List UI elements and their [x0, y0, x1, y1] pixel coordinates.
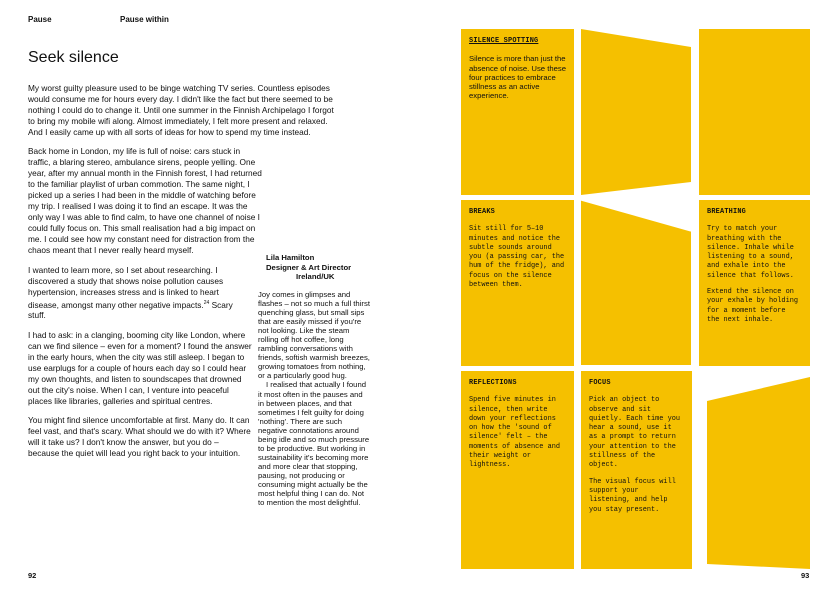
paragraph-1: My worst guilty pleasure used to be binge watching TV series. Countless episodes would consume me for hours every day. I didn't like the fact but there seemed to be nothing I could do to change it. Until one summer in the Finnish Archipelago I forgot to bring my mobile wifi along. Almost immediately, I felt more present and relaxed. And I easily came up with all sorts of ideas for how to spend my time instead. — [28, 83, 334, 137]
card-breaks — [461, 200, 574, 366]
paragraph-2: Back home in London, my life is full of noise: cars stuck in traffic, a blaring stereo, ambulance sirens, people yelling. One year, after my annual month in the Finnish forest, I had returned to the familiar playlist of urban commotion. The same night, I picked up a series I had been in the middle of watching before my trip. I realised I was doing it to find an escape. It was the only way I was able to find calm, to have one channel of noise I could fully focus on. This small realisation had a big impact on me. I could see how my constant need for distraction from the chaos meant that I never really heard myself. — [28, 146, 262, 256]
page-number-left: 92 — [28, 571, 37, 580]
page-title: Seek silence — [28, 49, 119, 66]
quote-name: Lila Hamilton — [266, 253, 315, 262]
quote-para-2: I realised that actually I found it most often in the pauses and in between places, and that sometimes I felt guilty for doing 'nothing'. There are such negative connotations around being idle and so much pressure to be productive. But working in sustainability it's becoming more and more clear that stopping, pausing, not producing or consuming might actually be the most helpful thing I can do. Not to mention the most delightful. — [258, 380, 370, 508]
slanted-panel-bottom — [707, 377, 810, 569]
section-header: Pause — [28, 15, 52, 24]
card-title-reflections: REFLECTIONS — [469, 379, 517, 387]
card-body-breaks: Sit still for 5–10 minutes and notice the subtle sounds around you (a passing car, the hum of the fridge), and focus on the silence between them. — [469, 225, 565, 290]
paragraph-4: I had to ask: in a clanging, booming city like London, where can we find silence – even for a moment? I found the answer in the early hours, when the city was still asleep. I began to use earplugs for a couple of hours each day so I could hear my own thoughts, and listen to soundscapes that drowned out the city's noise. When I can, I venture into peaceful places like libraries, galleries and spiritual centres. — [28, 329, 252, 406]
card-title-focus: FOCUS — [589, 379, 611, 387]
paragraph-5: You might find silence uncomfortable at first. Many do. It can feel vast, and that's scary. What should we do with it? Where will it take us? I don't know the answer, but you do – because the quiet will lead you right back to your intuition. — [28, 415, 251, 459]
quote-role: Designer & Art Director — [266, 262, 352, 272]
card-body-silence-spotting: Silence is more than just the absence of noise. Use these four practices to embrace stillness as an active experience. — [469, 54, 567, 101]
card-body-breathing-1: Try to match your breathing with the silence. Inhale while listening to a sound, and exhale into the silence that follows. — [707, 225, 794, 280]
panel-top-right — [699, 29, 810, 195]
card-title-silence-spotting: SILENCE SPOTTING — [469, 37, 539, 45]
card-body-reflections: Spend five minutes in silence, then write down your reflections on how the 'sound of silence' felt – the moments of absence and their weight or lightness. — [469, 396, 560, 470]
subsection-header: Pause within — [120, 15, 169, 24]
card-title-breaks: BREAKS — [469, 208, 496, 216]
paragraph-3-text: I wanted to learn more, so I set about researching. I discovered a study that shows noise pollution causes hypertension, increases stress and is linked to heart disease, amongst many other negative impacts. — [28, 264, 224, 310]
card-title-breathing: BREATHING — [707, 208, 747, 216]
card-body-focus-1: Pick an object to observe and sit quietly. Each time you hear a sound, use it as a prompt to return your attention to the stillness of the object. — [589, 396, 680, 470]
page-number-right: 93 — [801, 571, 810, 580]
quote-para-1: Joy comes in glimpses and flashes – not so much a full thirst quenching glass, but small sips that are easily missed if you're not looking. Like the steam rolling off hot coffee, long rambling conversations with friends, softish warmish breezes, growing tomatoes from nothing, or a particularly good hug. — [258, 290, 370, 381]
card-reflections — [461, 371, 574, 569]
card-breathing — [699, 200, 810, 366]
slanted-panel-top — [581, 29, 691, 195]
card-body-breathing-2: Extend the silence on your exhale by holding for a moment before the next inhale. — [707, 288, 798, 324]
paragraph-3-after: Scary stuff. — [28, 299, 233, 321]
card-focus — [581, 371, 692, 569]
quote-location: Ireland/UK — [296, 272, 335, 282]
card-silence-spotting — [461, 29, 574, 195]
card-body-focus-2: The visual focus will support your listening, and help you stay present. — [589, 477, 676, 514]
footnote-ref: 24 — [203, 299, 210, 306]
